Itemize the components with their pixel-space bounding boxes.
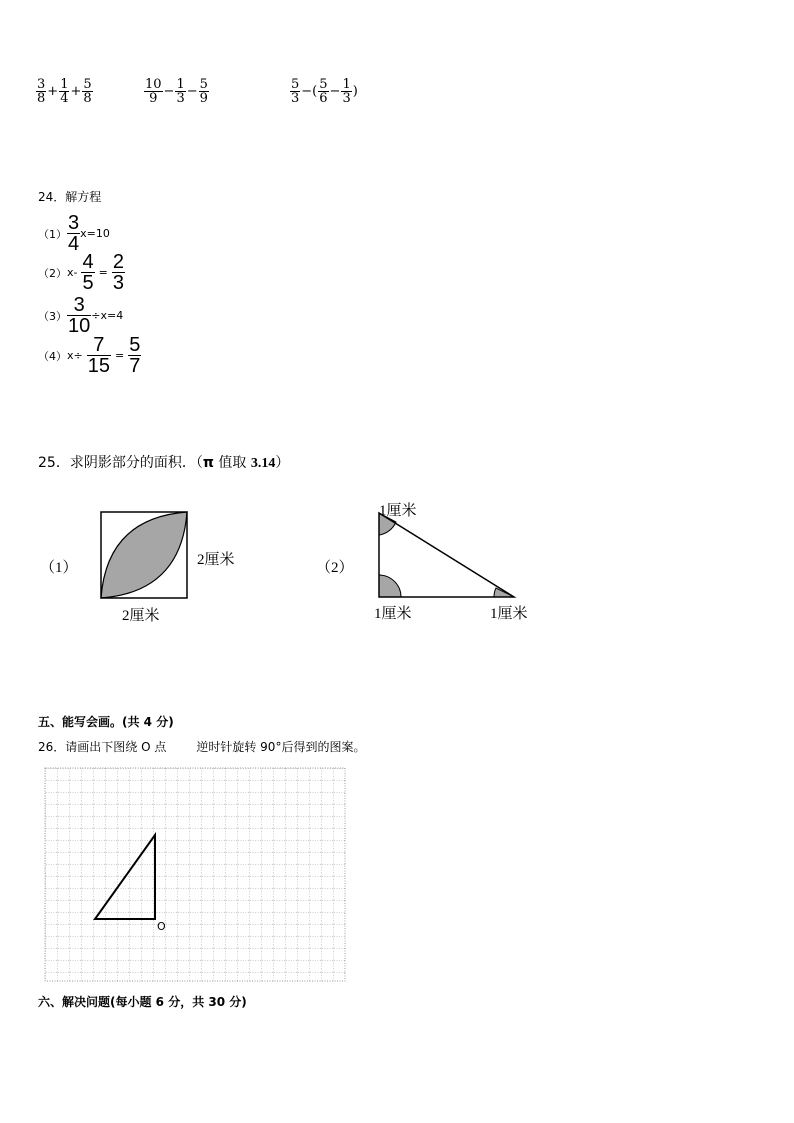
fraction: $\frac{7}{15}$ <box>87 334 110 377</box>
fraction: $\frac{5}{3}$ <box>291 77 300 106</box>
fraction: $\frac{2}{3}$ <box>112 251 124 294</box>
fraction: $\frac{3}{4}$ <box>68 212 80 255</box>
section-6-title: 六、解决问题(每小题 6 分，共 30 分) <box>38 995 247 1009</box>
fraction: $\frac{4}{5}$ <box>82 251 94 294</box>
fig2-top-label: 1厘米 <box>379 503 417 519</box>
fraction: $\frac{5}{6}$ <box>319 77 328 106</box>
fraction: $\frac{1}{4}$ <box>60 77 69 106</box>
expression-1: $\frac{3}{8}$ + $\frac{1}{4}$ + $\frac{5}{8}$ <box>37 77 92 106</box>
q25-title: 25．求阴影部分的面积．（π 值取 3.14） <box>38 455 290 471</box>
point-o-label: O <box>157 920 166 933</box>
fraction: $\frac{3}{10}$ <box>68 294 91 337</box>
expression-3: $\frac{5}{3}$ −( $\frac{5}{6}$ − $\frac{1}{3}$ ) <box>291 77 358 106</box>
fig2-right-triangle-diagram <box>376 510 518 600</box>
fraction: $\frac{5}{7}$ <box>129 334 141 377</box>
q24-part-2: （2） x- $\frac{4}{5}$ = $\frac{2}{3}$ <box>38 251 124 294</box>
q24-part-3: （3） $\frac{3}{10}$ ÷x=4 <box>38 294 124 337</box>
fig1-bottom-label: 2厘米 <box>122 608 160 624</box>
fraction: $\frac{3}{8}$ <box>37 77 46 106</box>
expression-2: $\frac{10}{9}$ − $\frac{1}{3}$ − $\frac{5}{9}$ <box>145 77 208 106</box>
section-5-title: 五、能写会画。(共 4 分) <box>38 715 174 729</box>
triangle-outline <box>379 513 514 597</box>
right-angle-sector <box>379 575 401 597</box>
fraction: $\frac{1}{3}$ <box>176 77 185 106</box>
fraction: $\frac{5}{9}$ <box>199 77 208 106</box>
fig2-bottom-left-label: 1厘米 <box>374 606 412 622</box>
dotted-grid <box>44 767 346 983</box>
shaded-leaf <box>101 512 187 598</box>
grid-fill <box>45 768 345 981</box>
fraction: $\frac{1}{3}$ <box>342 77 351 106</box>
fig2-bottom-right-label: 1厘米 <box>490 606 528 622</box>
q24-part-4: （4） x÷ $\frac{7}{15}$ = $\frac{5}{7}$ <box>38 334 141 377</box>
q24-title: 24．解方程 <box>38 190 102 204</box>
fig1-label: （1） <box>40 560 78 576</box>
q26-text: 26．请画出下图绕 O 点 逆时针旋转 90°后得到的图案。 <box>38 740 366 754</box>
fig2-label: （2） <box>316 560 354 576</box>
fig1-square-leaf-diagram <box>99 510 191 600</box>
fig1-side-label: 2厘米 <box>197 552 235 568</box>
q24-part-1: （1） $\frac{3}{4}$ x=10 <box>38 212 110 255</box>
fraction: $\frac{5}{8}$ <box>83 77 92 106</box>
fraction: $\frac{10}{9}$ <box>145 77 162 106</box>
